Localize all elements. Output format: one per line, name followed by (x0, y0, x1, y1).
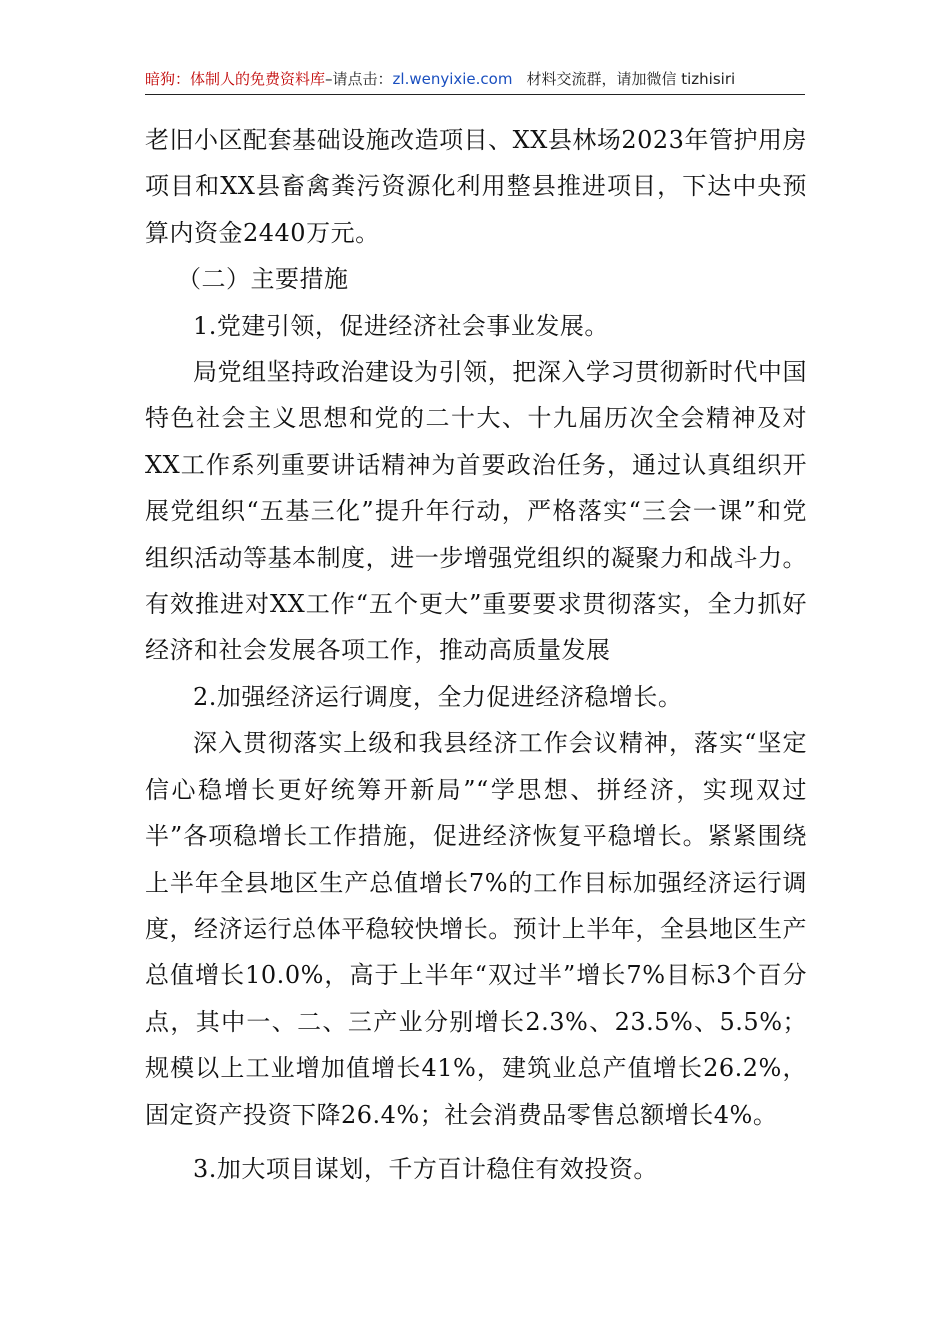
paragraph-party-building: 局党组坚持政治建设为引领，把深入学习贯彻新时代中国特色社会主义思想和党的二十大、十九届历次全会精神及对XX工作系列重要讲话精神为首要政治任务，通过认真组织开展党组织“五基三化”提升年行动，严格落实“三会一课”和党组织活动等基本制度，进一步增强党组织的凝聚力和战斗力。有效推进对XX工作“五个更大”重要要求贯彻落实，全力抓好经济和社会发展各项工作，推动高质量发展 (145, 358, 807, 665)
header-prompt: –请点击： (325, 70, 393, 88)
header-contact: 材料交流群，请加微信 tizhisiri (526, 70, 736, 88)
document-body (145, 117, 807, 1192)
subheading-1: 1.党建引领，促进经济社会事业发展。 (193, 311, 609, 340)
paragraph-economic-operation: 深入贯彻落实上级和我县经济工作会议精神，落实“坚定信心稳增长更好统筹开新局”“学思想、拼经济，实现双过半”各项稳增长工作措施，促进经济恢复平稳增长。紧紧围绕上半年全县地区生产总值增长7%的工作目标加强经济运行调度，经济运行总体平稳较快增长。预计上半年，全县地区生产总值增长10.0%，高于上半年“双过半”增长7%目标3个百分点，其中一、二、三产业分别增长2.3%、23.5%、5.5%；规模以上工业增加值增长41%，建筑业总产值增长26.2%，固定资产投资下降26.4%；社会消费品零售总额增长4%。 (145, 729, 807, 1129)
paragraph-continuation: 老旧小区配套基础设施改造项目、XX县林场2023年管护用房项目和XX县畜禽粪污资源化利用整县推进项目，下达中央预算内资金2440万元。 (145, 126, 807, 247)
subheading-2: 2.加强经济运行调度，全力促进经济稳增长。 (193, 682, 683, 711)
page-header (145, 64, 805, 95)
subheading-3: 3.加大项目谋划，千方百计稳住有效投资。 (193, 1154, 658, 1183)
header-brand: 暗狗：体制人的免费资料库 (145, 70, 326, 88)
section-heading: （二）主要措施 (177, 265, 349, 294)
header-link[interactable]: zl.wenyixie.com (392, 70, 513, 88)
